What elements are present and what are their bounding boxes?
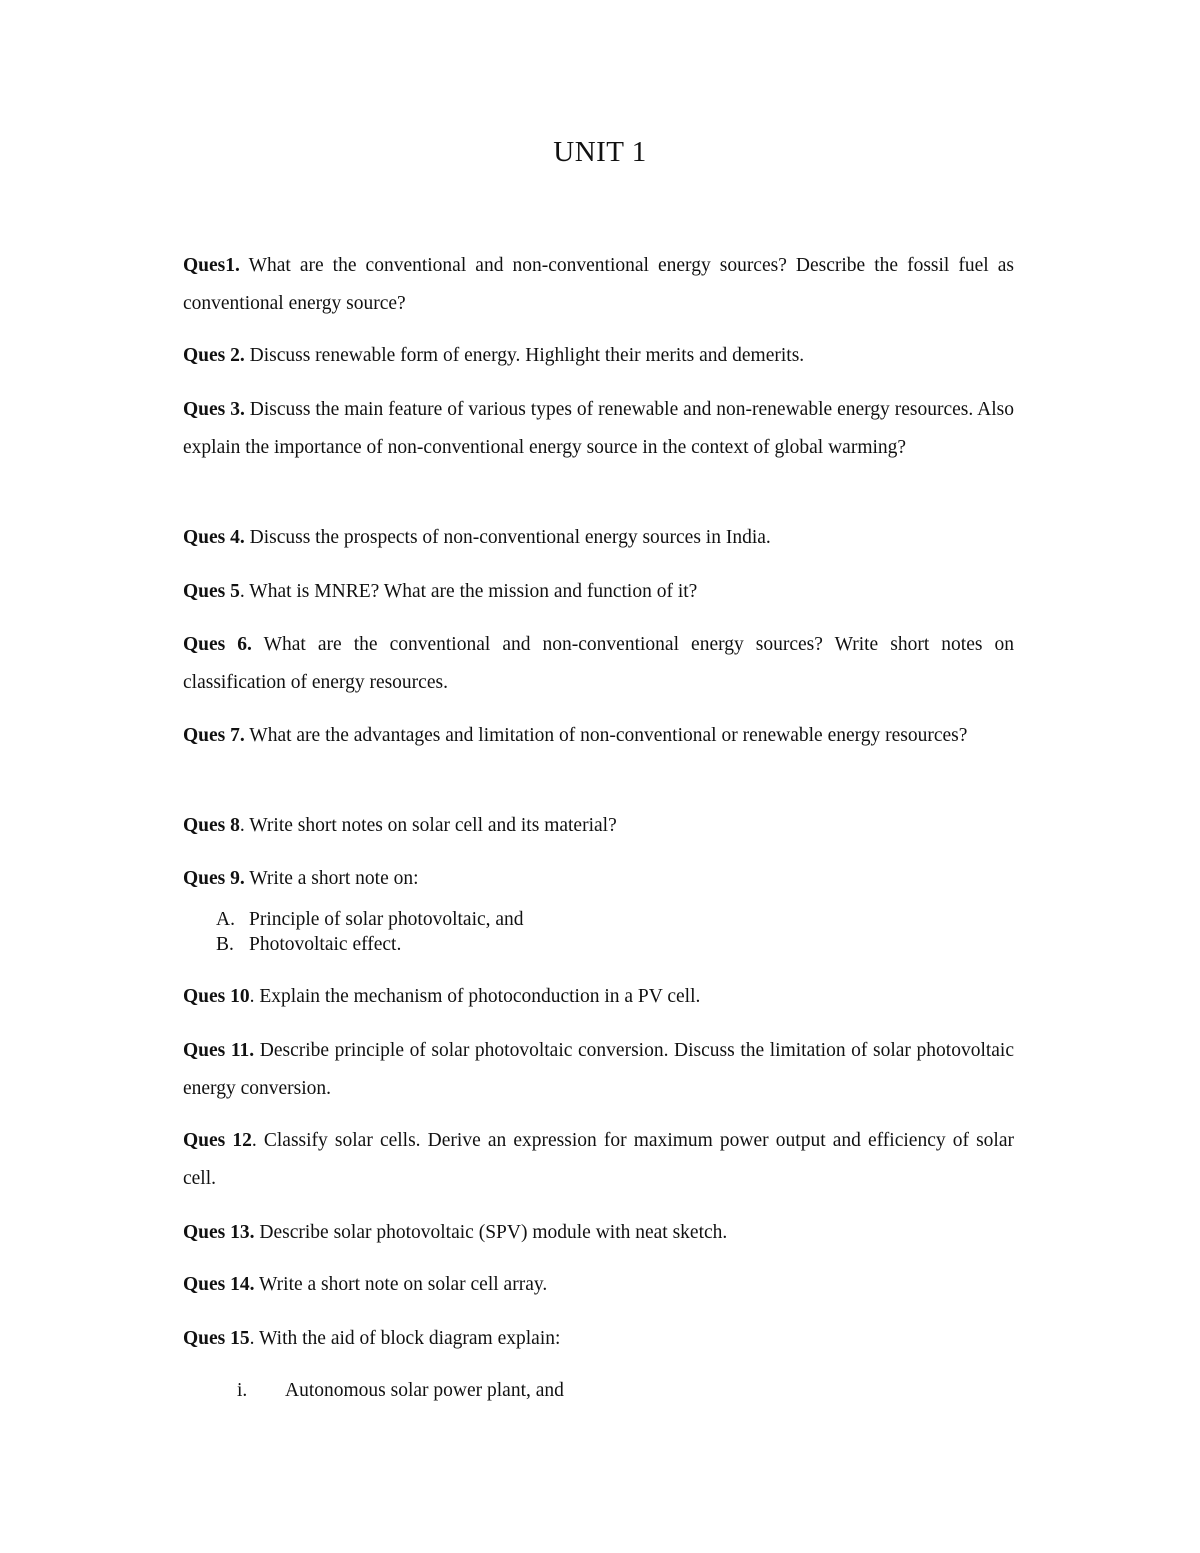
question-label: Ques 13. [183, 1222, 255, 1243]
question-label: Ques 3. [183, 399, 245, 420]
q9-item-b [216, 932, 401, 957]
question-text: . With the aid of block diagram explain: [249, 1328, 561, 1349]
question-2 [183, 337, 1014, 375]
question-label: Ques 4. [183, 527, 245, 548]
question-text: Write a short note on: [244, 868, 419, 889]
question-text: Describe principle of solar photovoltaic conversion. Discuss the limitation of solar photovoltaic energy conversion. [183, 1040, 1015, 1099]
list-item-text: Autonomous solar power plant, and [285, 1380, 564, 1401]
question-text: Write a short note on solar cell array. [254, 1274, 548, 1295]
question-text: What are the conventional and non-conventional energy sources? Write short notes on classification of energy resources. [183, 634, 1014, 693]
question-11 [183, 1032, 1014, 1108]
q15-item-i [237, 1378, 564, 1403]
question-10 [183, 978, 1014, 1016]
question-label: Ques 5 [183, 581, 240, 602]
question-1 [183, 247, 1014, 323]
question-15 [183, 1320, 1014, 1358]
question-7 [183, 717, 1014, 755]
question-text: Discuss renewable form of energy. Highlight their merits and demerits. [244, 345, 805, 366]
question-text: Discuss the prospects of non-conventional energy sources in India. [244, 527, 771, 548]
question-text: . Explain the mechanism of photoconduction in a PV cell. [249, 986, 701, 1007]
question-14 [183, 1266, 1014, 1304]
page-title: UNIT 1 [553, 136, 647, 168]
list-item-text: Photovoltaic effect. [249, 934, 402, 955]
question-8 [183, 807, 1014, 845]
question-label: Ques 6. [183, 634, 252, 655]
question-text: . Classify solar cells. Derive an expression for maximum power output and efficiency of solar cell. [183, 1130, 1014, 1189]
question-label: Ques 9. [183, 868, 245, 889]
question-label: Ques 7. [183, 725, 245, 746]
question-label: Ques 12 [183, 1130, 252, 1151]
list-marker: B. [216, 934, 234, 955]
list-item-text: Principle of solar photovoltaic, and [249, 909, 524, 930]
question-3 [183, 391, 1014, 467]
question-label: Ques 14. [183, 1274, 255, 1295]
question-text: . Write short notes on solar cell and its material? [239, 815, 617, 836]
list-marker: i. [237, 1380, 248, 1401]
question-label: Ques1. [183, 255, 240, 276]
list-marker: A. [216, 909, 235, 930]
question-text: What are the advantages and limitation of non-conventional or renewable energy resources? [244, 725, 968, 746]
question-label: Ques 15 [183, 1328, 250, 1349]
q9-item-a [216, 907, 524, 932]
question-text: Discuss the main feature of various types of renewable and non-renewable energy resources. Also explain the importance of non-conventional energy source in the context of global warming? [183, 399, 1014, 458]
question-text: What are the conventional and non-conventional energy sources? Describe the fossil fuel as conventional energy source? [183, 255, 1014, 314]
question-6 [183, 626, 1014, 702]
question-label: Ques 11. [183, 1040, 255, 1061]
question-text: . What is MNRE? What are the mission and function of it? [239, 581, 698, 602]
question-13 [183, 1214, 1014, 1252]
question-text: Describe solar photovoltaic (SPV) module with neat sketch. [254, 1222, 728, 1243]
question-12 [183, 1122, 1014, 1198]
question-9 [183, 860, 1014, 898]
question-label: Ques 10 [183, 986, 250, 1007]
question-label: Ques 2. [183, 345, 245, 366]
question-5 [183, 573, 1014, 611]
question-label: Ques 8 [183, 815, 240, 836]
question-4 [183, 519, 1014, 557]
